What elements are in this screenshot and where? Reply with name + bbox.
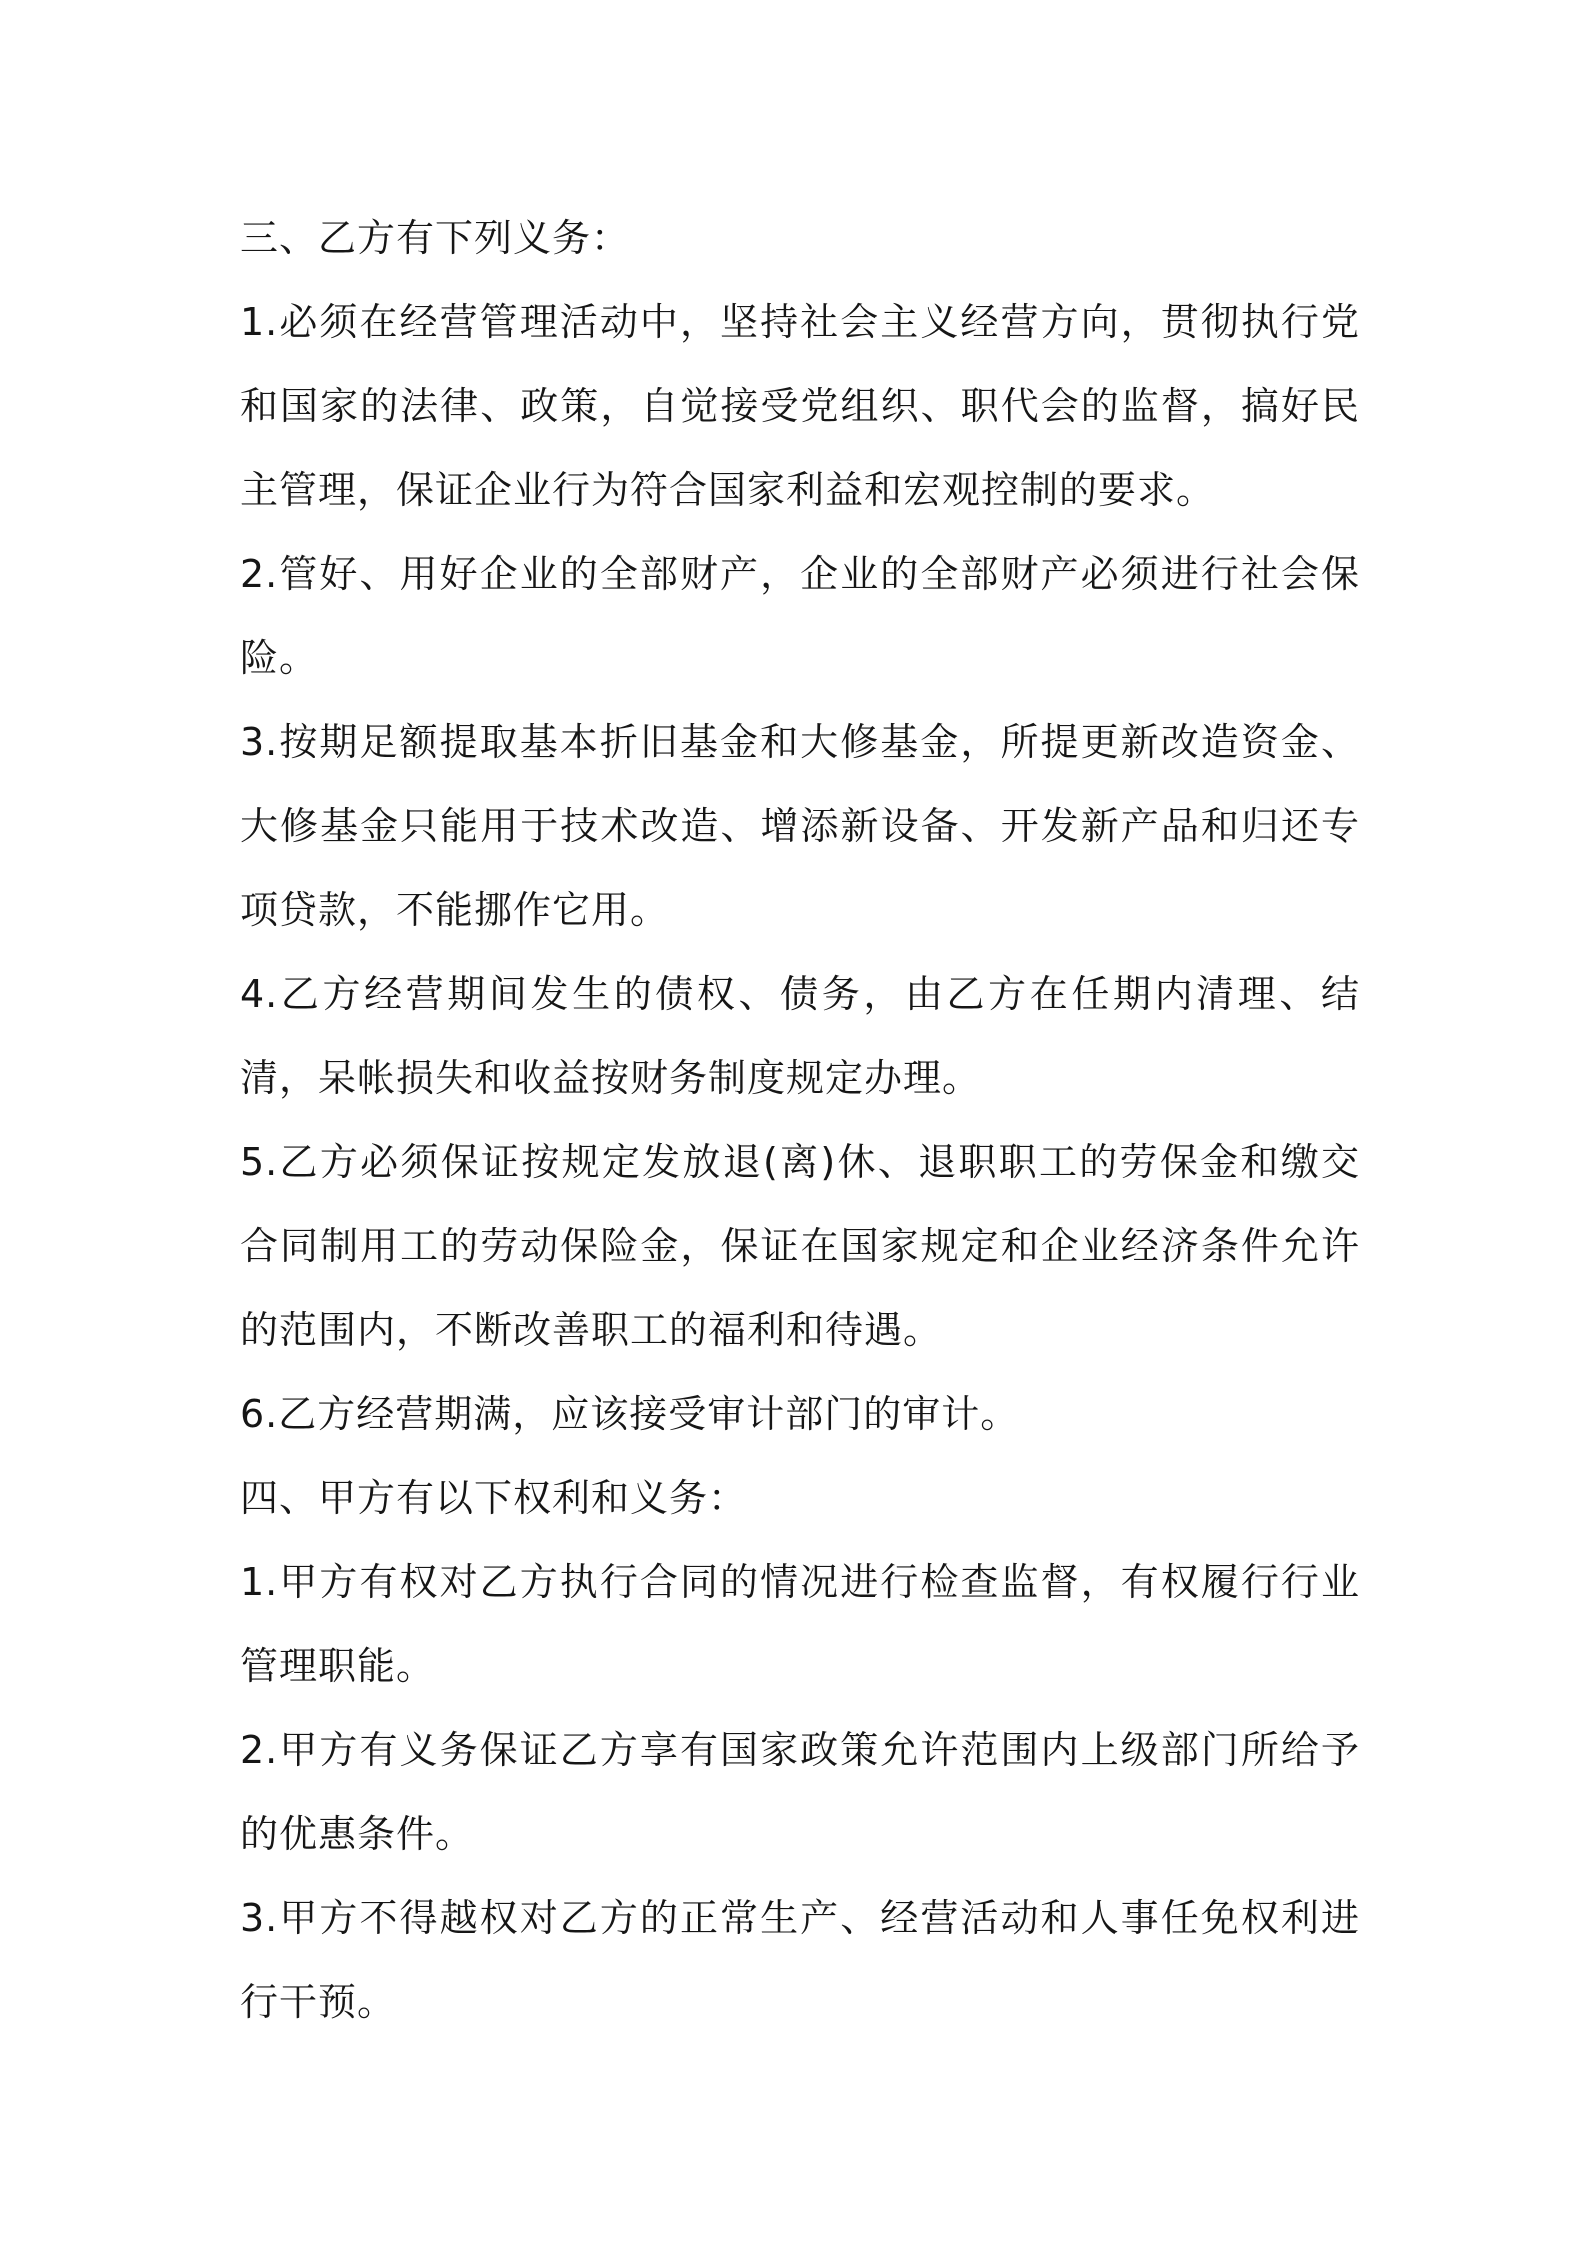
section-3-item-2: 2.管好、用好企业的全部财产，企业的全部财产必须进行社会保险。 [240, 552, 1360, 680]
section-4-item-1: 1.甲方有权对乙方执行合同的情况进行检查监督，有权履行行业管理职能。 [240, 1560, 1360, 1688]
section-3-item-6: 6.乙方经营期满，应该接受审计部门的审计。 [240, 1392, 1020, 1436]
document-page [240, 196, 1360, 2044]
section-3-heading: 三、乙方有下列义务： [240, 216, 631, 260]
section-3-item-3: 3.按期足额提取基本折旧基金和大修基金，所提更新改造资金、大修基金只能用于技术改造、增添新设备、开发新产品和归还专项贷款，不能挪作它用。 [240, 720, 1360, 932]
section-3-item-4: 4.乙方经营期间发生的债权、债务，由乙方在任期内清理、结清，呆帐损失和收益按财务制度规定办理。 [240, 972, 1360, 1100]
section-4-heading: 四、甲方有以下权利和义务： [240, 1476, 748, 1520]
section-4-item-3: 3.甲方不得越权对乙方的正常生产、经营活动和人事任免权利进行干预。 [240, 1896, 1360, 2024]
section-3-item-5: 5.乙方必须保证按规定发放退(离)休、退职职工的劳保金和缴交合同制用工的劳动保险金，保证在国家规定和企业经济条件允许的范围内，不断改善职工的福利和待遇。 [240, 1140, 1360, 1352]
section-4-item-2: 2.甲方有义务保证乙方享有国家政策允许范围内上级部门所给予的优惠条件。 [240, 1728, 1360, 1856]
section-3-item-1: 1.必须在经营管理活动中，坚持社会主义经营方向，贯彻执行党和国家的法律、政策，自觉接受党组织、职代会的监督，搞好民主管理，保证企业行为符合国家利益和宏观控制的要求。 [240, 300, 1360, 512]
